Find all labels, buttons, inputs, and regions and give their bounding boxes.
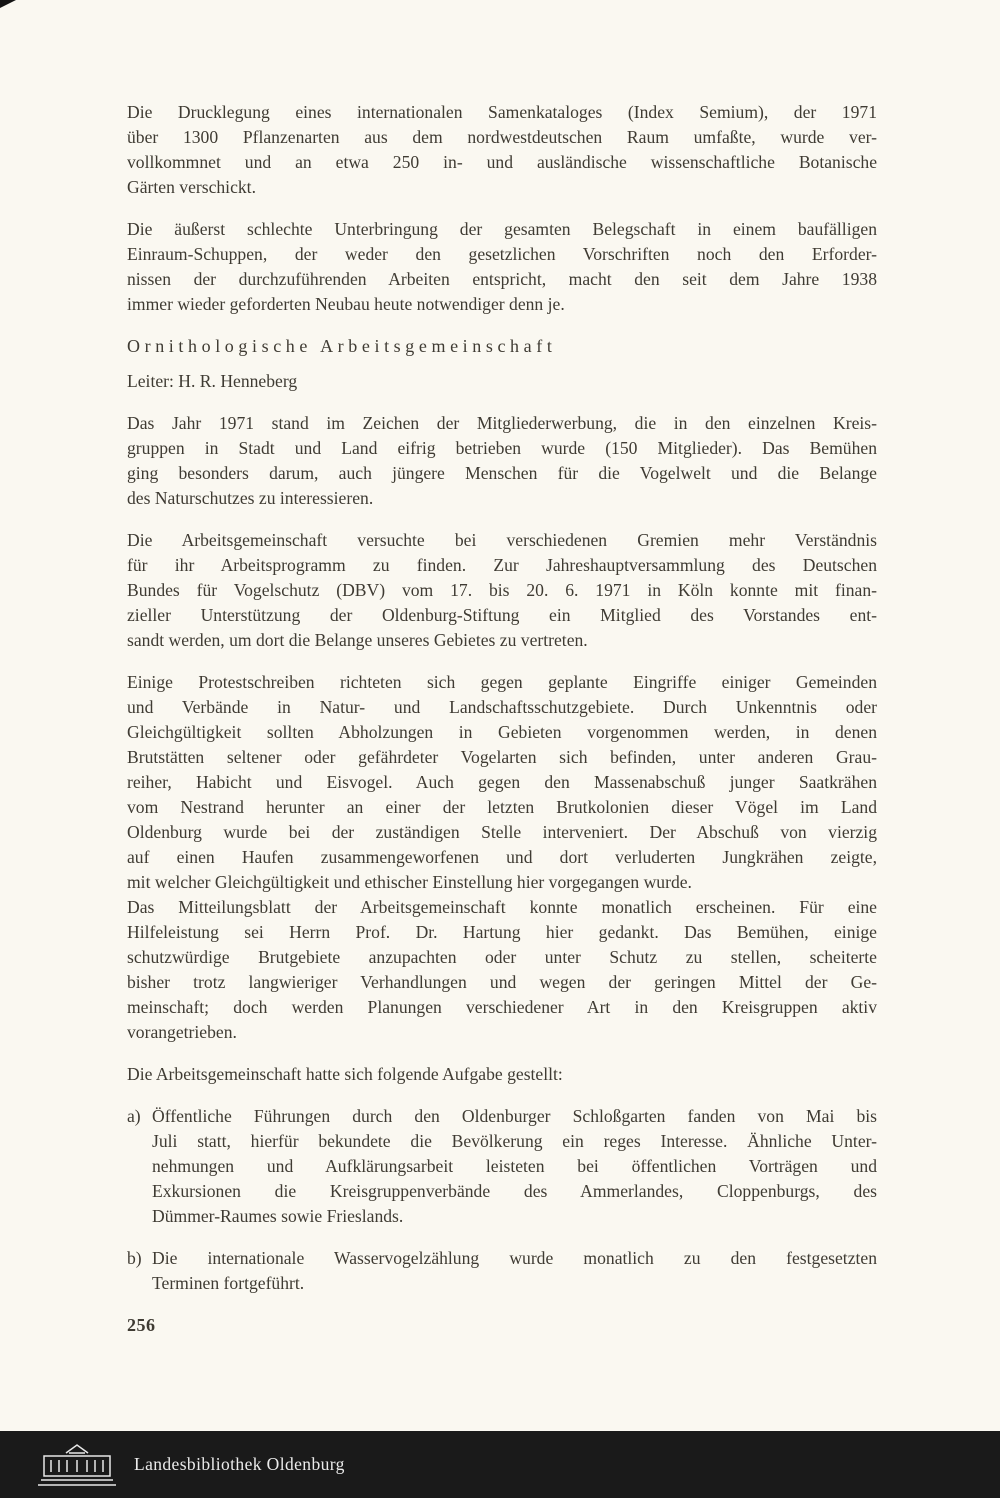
text-line: und Verbände in Natur- und Landschaftsschutzgebiete. Durch Unkenntnis oder	[127, 697, 877, 717]
text-line: für ihr Arbeitsprogramm zu finden. Zur Jahreshauptversammlung des Deutschen	[127, 555, 877, 575]
list-marker-a: a)	[127, 1106, 141, 1126]
list-item-b-text	[152, 1246, 877, 1296]
text-line: sandt werden, um dort die Belange unseres Gebietes zu vertreten.	[127, 630, 588, 650]
text-line: mit welcher Gleichgültigkeit und ethischer Einstellung hier vorgegangen wurde.	[127, 872, 692, 892]
list-item-a-text	[152, 1104, 877, 1229]
text-line: bisher trotz langwieriger Verhandlungen und wegen der geringen Mittel der Ge-	[127, 972, 877, 992]
list-marker-b: b)	[127, 1248, 142, 1268]
text-line: Einige Protestschreiben richteten sich gegen geplante Eingriffe einiger Gemeinden	[127, 672, 877, 692]
section-heading: Ornithologische Arbeitsgemeinschaft	[127, 336, 557, 356]
footer-bar	[0, 1431, 1000, 1498]
text-line: Hilfeleistung sei Herrn Prof. Dr. Hartung hier gedankt. Das Bemühen, einige	[127, 922, 877, 942]
text-line: über 1300 Pflanzenarten aus dem nordwestdeutschen Raum umfaßte, wurde ver-	[127, 127, 877, 147]
text-line: Die Arbeitsgemeinschaft versuchte bei verschiedenen Gremien mehr Verständnis	[127, 530, 877, 550]
text-line: ging besonders darum, auch jüngere Menschen für die Vogelwelt und die Belange	[127, 463, 877, 483]
footer-title: Landesbibliothek Oldenburg	[134, 1454, 345, 1474]
paragraph-protest	[127, 670, 877, 895]
text-line: schutzwürdige Brutgebiete anzupachten oder unter Schutz zu stellen, scheiterte	[127, 947, 877, 967]
text-line: Die Drucklegung eines internationalen Samenkataloges (Index Semium), der 1971	[127, 102, 877, 122]
paragraph-gremien	[127, 528, 877, 653]
section-leader: Leiter: H. R. Henneberg	[127, 371, 298, 391]
text-line: reiher, Habicht und Eisvogel. Auch gegen den Massenabschuß junger Saatkrähen	[127, 772, 877, 792]
text-line: des Naturschutzes zu interessieren.	[127, 488, 374, 508]
text-line: immer wieder geforderten Neubau heute notwendiger denn je.	[127, 294, 565, 314]
text-line: Das Mitteilungsblatt der Arbeitsgemeinschaft konnte monatlich erscheinen. Für eine	[127, 897, 877, 917]
text-line: zieller Unterstützung der Oldenburg-Stiftung ein Mitglied des Vorstandes ent-	[127, 605, 877, 625]
text-line: Brutstätten seltener oder gefährdeter Vogelarten sich befinden, unter anderen Grau-	[127, 747, 877, 767]
text-line: nissen der durchzuführenden Arbeiten entspricht, macht den seit dem Jahre 1938	[127, 269, 877, 289]
page-number: 256	[127, 1315, 156, 1335]
text-line: meinschaft; doch werden Planungen verschiedener Art in den Kreisgruppen aktiv	[127, 997, 877, 1017]
text-line: Dümmer-Raumes sowie Frieslands.	[152, 1206, 404, 1226]
text-line: Öffentliche Führungen durch den Oldenburger Schloßgarten fanden von Mai bis	[152, 1106, 877, 1126]
text-line: Einraum-Schuppen, der weder den gesetzlichen Vorschriften noch den Erforder-	[127, 244, 877, 264]
text-line: Bundes für Vogelschutz (DBV) vom 17. bis 20. 6. 1971 in Köln konnte mit finan-	[127, 580, 877, 600]
text-line: vom Nestrand herunter an einer der letzten Brutkolonien dieser Vögel im Land	[127, 797, 877, 817]
library-building-icon	[36, 1440, 118, 1490]
text-line: auf einen Haufen zusammengeworfenen und dort verluderten Jungkrähen zeigte,	[127, 847, 877, 867]
text-line: Juli statt, hierfür bekundete die Bevölkerung ein reges Interesse. Ähnliche Unter-	[152, 1131, 877, 1151]
paragraph-housing	[127, 217, 877, 317]
paragraph-membership	[127, 411, 877, 511]
text-line: nehmungen und Aufklärungsarbeit leisteten bei öffentlichen Vorträgen und	[152, 1156, 877, 1176]
scan-corner-artifact	[0, 0, 16, 8]
text-line: Gleichgültigkeit sollten Abholzungen in Gebieten vorgenommen werden, in denen	[127, 722, 877, 742]
text-line: Die äußerst schlechte Unterbringung der gesamten Belegschaft in einem baufälligen	[127, 219, 877, 239]
paragraph-mitteilungsblatt	[127, 895, 877, 1045]
text-line: Exkursionen die Kreisgruppenverbände des Ammerlandes, Cloppenburgs, des	[152, 1181, 877, 1201]
paragraph-seed-catalog	[127, 100, 877, 200]
text-line: Oldenburg wurde bei der zuständigen Stelle interveniert. Der Abschuß von vierzig	[127, 822, 877, 842]
list-item-a	[127, 1104, 877, 1229]
text-line: Das Jahr 1971 stand im Zeichen der Mitgliederwerbung, die in den einzelnen Kreis-	[127, 413, 877, 433]
text-line: vorangetrieben.	[127, 1022, 237, 1042]
text-block	[127, 100, 877, 1338]
task-intro: Die Arbeitsgemeinschaft hatte sich folgende Aufgabe gestellt:	[127, 1064, 563, 1084]
text-line: Gärten verschickt.	[127, 177, 256, 197]
text-line: Die internationale Wasservogelzählung wurde monatlich zu den festgesetzten	[152, 1248, 877, 1268]
text-line: gruppen in Stadt und Land eifrig betrieben wurde (150 Mitglieder). Das Bemühen	[127, 438, 877, 458]
text-line: vollkommnet und an etwa 250 in- und ausländische wissenschaftliche Botanische	[127, 152, 877, 172]
list-item-b	[127, 1246, 877, 1296]
text-line: Terminen fortgeführt.	[152, 1273, 305, 1293]
